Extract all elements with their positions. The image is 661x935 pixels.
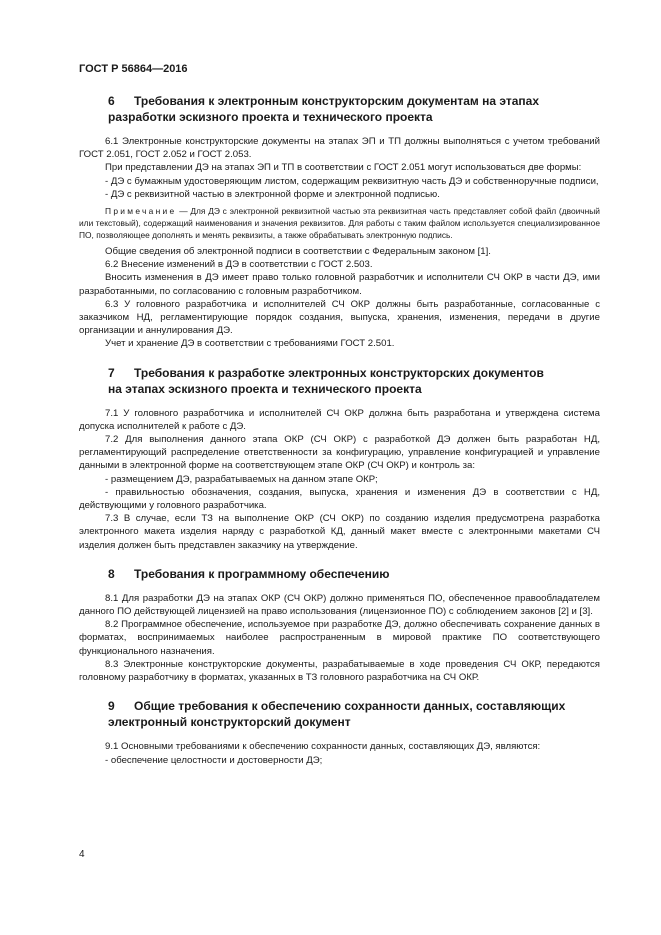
paragraph: Учет и хранение ДЭ в соответствии с требованиями ГОСТ 2.501.: [105, 338, 395, 350]
list-item: - ДЭ с реквизитной частью в электронной форме и электронной подписью.: [105, 188, 440, 200]
heading-line: разработки эскизного проекта и технического проекта: [108, 110, 433, 124]
list-item: - размещением ДЭ, разрабатываемых на данном этапе ОКР;: [105, 473, 378, 485]
section-number: 6: [108, 94, 115, 108]
paragraph: 8.1 Для разработки ДЭ на этапах ОКР (СЧ ОКР) должно применяться ПО, обеспеченное правообладателем данного ПО действующей лицензией на право использования (лицензионное ПО) с соблюдением законов [2] и [3].: [79, 592, 600, 618]
document-header: ГОСТ Р 56864—2016: [79, 63, 188, 75]
heading-line: на этапах эскизного проекта и технического проекта: [108, 381, 422, 396]
section-number: 9: [108, 699, 115, 714]
paragraph: 7.1 У головного разработчика и исполнителей СЧ ОКР должна быть разработана и утверждена система допуска исполнителей к работе с ДЭ.: [79, 407, 600, 432]
paragraph: 7.2 Для выполнения данного этапа ОКР (СЧ ОКР) с разработкой ДЭ должен быть разработан НД, регламентирующий распределение ответственности за конфигурацию, управление конфигурацией и управление данными в электронной форме на соответствующем этапе ОКР (СЧ ОКР) и контроль за:: [79, 434, 600, 472]
heading-line: электронный конструкторский документ: [108, 715, 351, 730]
section-7-heading: [79, 365, 600, 381]
note-label: Примечание: [105, 206, 177, 217]
paragraph: При представлении ДЭ на этапах ЭП и ТП в соответствии с ГОСТ 2.051 могут использоваться две формы:: [105, 162, 582, 174]
heading-line: Требования к электронным конструкторским документам на этапах: [134, 94, 539, 108]
heading-line: Общие требования к обеспечению сохранности данных, составляющих: [134, 699, 566, 714]
section-number: 7: [108, 365, 115, 380]
section-9-heading-cont: [79, 714, 600, 730]
paragraph: 8.3 Электронные конструкторские документы, разрабатываемые в ходе проведения СЧ ОКР, передаются головному разработчику в форматах, указанных в ТЗ головного разработчика на СЧ ОКР.: [79, 658, 600, 684]
paragraph: Общие сведения об электронной подписи в соответствии с Федеральным законом [1].: [105, 246, 491, 258]
heading-line: Требования к программному обеспечению: [134, 566, 390, 581]
paragraph: 6.3 У головного разработчика и исполнителей СЧ ОКР должны быть разработанные, согласованные с заказчиком НД, регламентирующие порядок создания, выпуска, хранения, изменения, передачи в другие организации и аннулирования ДЭ.: [79, 298, 600, 337]
section-6-heading: [79, 93, 600, 109]
heading-line: Требования к разработке электронных конструкторских документов: [134, 365, 544, 380]
section-6-heading-cont: [79, 109, 600, 125]
page-content: [79, 93, 600, 767]
list-item: - правильностью обозначения, создания, выпуска, хранения и изменения ДЭ в соответствии с НД, действующими у головного разработчика.: [79, 486, 600, 512]
page-number: 4: [79, 849, 85, 860]
note-text: — Для ДЭ с электронной реквизитной частью эта реквизитная часть представляет собой файл (двоичный или текстовый), содержащий наименования и значения реквизитов. Для работы с таким файлом используется специализированное ПО, позволяющее дополнять и менять реквизиты, а также обрабатывать электронную подпись.: [79, 206, 600, 241]
section-9-heading: [79, 698, 600, 714]
section-7-heading-cont: [79, 381, 600, 397]
section-number: 8: [108, 566, 115, 581]
section-8-heading: [79, 566, 600, 582]
paragraph: 9.1 Основными требованиями к обеспечению сохранности данных, составляющих ДЭ, являются:: [105, 741, 541, 753]
note-paragraph: [79, 205, 600, 241]
paragraph: 7.3 В случае, если ТЗ на выполнение ОКР (СЧ ОКР) по созданию изделия предусмотрена разработка электронного макета изделия наряду с разработкой КД, данный макет вместе с электронными макетами СЧ изделия должен быть представлен заказчику на утверждение.: [79, 513, 600, 551]
paragraph: Вносить изменения в ДЭ имеет право только головной разработчик и исполнители СЧ ОКР в части ДЭ, ими разработанными, по согласованию с головным разработчиком.: [79, 272, 600, 297]
paragraph: 8.2 Программное обеспечение, используемое при разработке ДЭ, должно обеспечивать сохранение данных в форматах, воспринимаемых наиболее распространенным в мировой практике ПО соответствующего функционального назначения.: [79, 619, 600, 657]
list-item: - обеспечение целостности и достоверности ДЭ;: [105, 754, 323, 766]
paragraph: 6.1 Электронные конструкторские документы на этапах ЭП и ТП должны выполняться с учетом требований ГОСТ 2.051, ГОСТ 2.052 и ГОСТ 2.053.: [79, 136, 600, 161]
list-item: - ДЭ с бумажным удостоверяющим листом, содержащим реквизитную часть ДЭ и собственноручные подписи,: [105, 175, 599, 187]
paragraph: 6.2 Внесение изменений в ДЭ в соответствии с ГОСТ 2.503.: [105, 259, 373, 271]
